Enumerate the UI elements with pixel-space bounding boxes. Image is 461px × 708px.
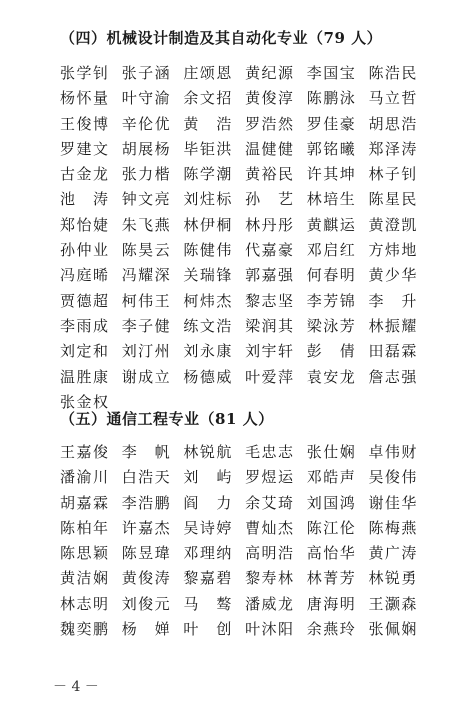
student-name: 梁 润 其 — [245, 316, 294, 335]
student-name: 彭 倩 — [306, 342, 355, 361]
student-name: 卓 伟 财 — [368, 443, 417, 461]
student-name: 梁 泳 芳 — [306, 316, 355, 335]
student-name: 黄 少 华 — [368, 266, 417, 285]
student-name: 柯 伟 王 — [121, 291, 170, 310]
student-name: 马 骜 — [183, 594, 232, 613]
student-name: 林 丹 彤 — [245, 215, 294, 234]
student-name: 潘 渝 川 — [60, 468, 108, 487]
student-name: 黎 寿 林 — [245, 569, 294, 588]
student-name: 关 瑞 锋 — [183, 266, 232, 285]
student-name: 罗 建 文 — [60, 139, 108, 158]
student-name: 李 芳 锦 — [306, 291, 355, 310]
student-name: 余 文 招 — [183, 89, 232, 108]
student-name: 毕 钜 洪 — [183, 139, 232, 158]
student-name: 高 明 浩 — [245, 544, 294, 563]
student-name: 林 伊 桐 — [183, 215, 232, 234]
student-name: 邓 理 纳 — [183, 544, 232, 563]
student-name: 胡 思 浩 — [368, 114, 417, 133]
student-name: 黄 俊 淳 — [245, 89, 294, 108]
student-name: 谢 成 立 — [121, 367, 170, 386]
student-name: 李 帆 — [121, 443, 170, 461]
student-name: 黄 洁 娴 — [60, 569, 108, 588]
student-name: 郑 泽 涛 — [368, 139, 417, 158]
student-name: 田 磊 霖 — [368, 342, 417, 361]
student-name: 陈 鹏 泳 — [306, 89, 355, 108]
student-name: 温 胜 康 — [60, 367, 108, 386]
student-name: 冯 庭 晞 — [60, 266, 108, 285]
student-name: 黎 志 坚 — [245, 291, 294, 310]
student-name: 陈 健 伟 — [183, 241, 232, 260]
student-name: 王 俊 博 — [60, 114, 108, 133]
student-name: 许 嘉 杰 — [121, 518, 170, 537]
student-name: 杨 婵 — [121, 620, 170, 639]
student-name: 陈 柏 年 — [60, 518, 108, 537]
student-name: 王 嘉 俊 — [60, 443, 108, 461]
student-name: 张 力 楷 — [121, 165, 170, 184]
student-name: 刘 永 康 — [183, 342, 232, 361]
student-name: 刘 定 和 — [60, 342, 108, 361]
student-name: 吴 诗 婷 — [183, 518, 232, 537]
student-name: 阎 力 — [183, 493, 232, 512]
student-name: 余 艾 琦 — [245, 493, 294, 512]
student-name: 辛 伦 优 — [121, 114, 170, 133]
student-name: 池 涛 — [60, 190, 108, 209]
student-name: 许 其 坤 — [306, 165, 355, 184]
student-name: 黄 纪 源 — [245, 64, 294, 82]
student-name: 李 国 宝 — [306, 64, 355, 82]
student-name: 林 子 钊 — [368, 165, 417, 184]
student-name: 叶 创 — [183, 620, 232, 639]
student-name: 潘 威 龙 — [245, 594, 294, 613]
student-name: 何 春 明 — [306, 266, 355, 285]
student-name: 罗 佳 豪 — [306, 114, 355, 133]
student-name: 林 菁 芳 — [306, 569, 355, 588]
student-name: 朱 飞 燕 — [121, 215, 170, 234]
student-name: 林 志 明 — [60, 594, 108, 613]
student-name: 郑 怡 婕 — [60, 215, 108, 234]
student-name: 罗 浩 然 — [245, 114, 294, 133]
student-name: 黄 澄 凯 — [368, 215, 417, 234]
student-name: 张 佩 娴 — [368, 620, 417, 639]
student-name: 贾 德 超 — [60, 291, 108, 310]
student-name: 林 锐 航 — [183, 443, 232, 461]
student-name: 吴 俊 伟 — [368, 468, 417, 487]
student-name: 黄 广 涛 — [368, 544, 417, 563]
student-name: 陈 思 颖 — [60, 544, 108, 563]
student-name: 黄 浩 — [183, 114, 232, 133]
student-name: 黄 裕 民 — [245, 165, 294, 184]
student-name: 叶 守 渝 — [121, 89, 170, 108]
student-name: 刘 俊 元 — [121, 594, 170, 613]
student-name: 陈 浩 民 — [368, 64, 417, 82]
student-name: 黄 俊 涛 — [121, 569, 170, 588]
student-name: 刘 国 鸿 — [306, 493, 355, 512]
student-name: 杨 怀 量 — [60, 89, 108, 108]
student-name: 李 子 健 — [121, 316, 170, 335]
student-name: 詹 志 强 — [368, 367, 417, 386]
student-name: 邓 皓 声 — [306, 468, 355, 487]
student-name: 钟 文 亮 — [121, 190, 170, 209]
student-name: 余 燕 玲 — [306, 620, 355, 639]
student-name: 古 金 龙 — [60, 165, 108, 184]
student-name: 孙 仲 业 — [60, 241, 108, 260]
student-name: 张 金 权 — [60, 392, 108, 411]
student-name: 陈 梅 燕 — [368, 518, 417, 537]
student-name: 张 学 钊 — [60, 64, 108, 82]
student-name: 代 嘉 豪 — [245, 241, 294, 260]
student-name: 曹 灿 杰 — [245, 518, 294, 537]
student-name: 李 雨 成 — [60, 316, 108, 335]
student-name: 李 升 — [368, 291, 417, 310]
student-name: 高 怡 华 — [306, 544, 355, 563]
student-name: 罗 煜 运 — [245, 468, 294, 487]
student-name: 毛 忠 志 — [245, 443, 294, 461]
student-name: 林 锐 勇 — [368, 569, 417, 588]
student-name: 柯 炜 杰 — [183, 291, 232, 310]
student-name: 叶 爱 萍 — [245, 367, 294, 386]
page-number: － 4 － — [53, 679, 99, 695]
student-name: 陈 昊 云 — [121, 241, 170, 260]
student-name: 谢 佳 华 — [368, 493, 417, 512]
student-name: 杨 德 威 — [183, 367, 232, 386]
student-name: 刘 汀 州 — [121, 342, 170, 361]
student-name: 黄 麒 运 — [306, 215, 355, 234]
student-name: 胡 展 杨 — [121, 139, 170, 158]
student-name: 魏 奕 鹏 — [60, 620, 108, 639]
student-name: 张 仕 娴 — [306, 443, 355, 461]
student-name: 林 培 生 — [306, 190, 355, 209]
student-name: 刘 炷 标 — [183, 190, 232, 209]
student-name: 陈 学 潮 — [183, 165, 232, 184]
student-name: 黎 嘉 碧 — [183, 569, 232, 588]
student-name: 王 灏 森 — [368, 594, 417, 613]
student-name: 林 振 耀 — [368, 316, 417, 335]
name-list-mechanical — [60, 61, 430, 415]
student-name: 方 炜 地 — [368, 241, 417, 260]
student-name: 温 健 健 — [245, 139, 294, 158]
student-name: 刘 宇 轩 — [245, 342, 294, 361]
student-name: 张 子 涵 — [121, 64, 170, 82]
section-heading-mechanical: （四）机械设计制造及其自动化专业（79 人） — [60, 29, 383, 47]
name-list-communication — [60, 440, 430, 642]
student-name: 刘 屿 — [183, 468, 232, 487]
student-name: 唐 海 明 — [306, 594, 355, 613]
student-name: 陈 星 民 — [368, 190, 417, 209]
student-name: 陈 江 伦 — [306, 518, 355, 537]
student-name: 邓 启 红 — [306, 241, 355, 260]
section-heading-communication: （五）通信工程专业（81 人） — [60, 410, 274, 428]
student-name: 郭 嘉 强 — [245, 266, 294, 285]
student-name: 马 立 哲 — [368, 89, 417, 108]
student-name: 陈 昱 瑋 — [121, 544, 170, 563]
student-name: 叶 沐 阳 — [245, 620, 294, 639]
student-name: 郭 铭 曦 — [306, 139, 355, 158]
student-name: 孙 艺 — [245, 190, 294, 209]
student-name: 练 文 浩 — [183, 316, 232, 335]
student-name: 冯 耀 深 — [121, 266, 170, 285]
student-name: 白 浩 天 — [121, 468, 170, 487]
student-name: 庄 颂 恩 — [183, 64, 232, 82]
student-name: 袁 安 龙 — [306, 367, 355, 386]
student-name: 胡 嘉 霖 — [60, 493, 108, 512]
student-name: 李 浩 鹏 — [121, 493, 170, 512]
